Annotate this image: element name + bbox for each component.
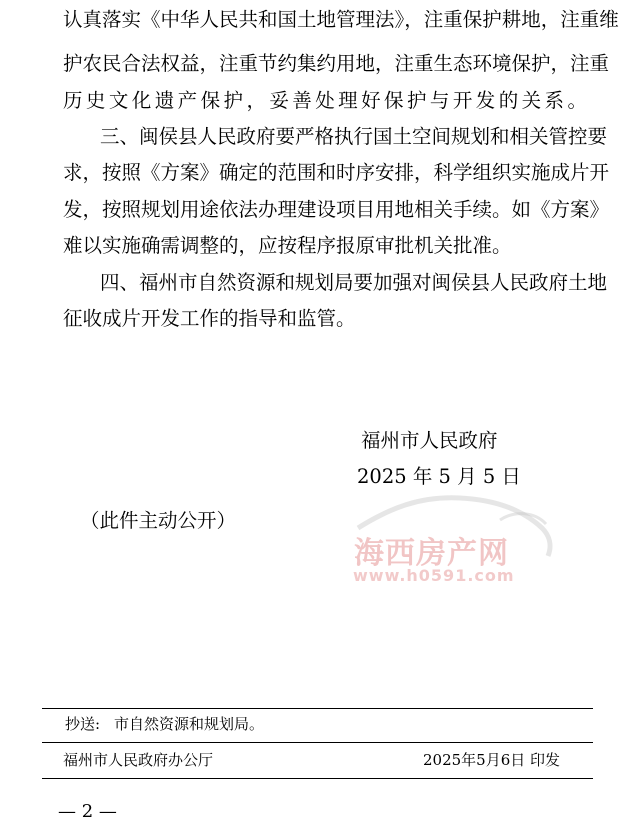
footer-divider (42, 708, 593, 709)
watermark-title: 海西房产网 (354, 536, 509, 571)
public-note: （此件主动公开） (80, 509, 237, 532)
signature-org: 福州市人民政府 (361, 429, 498, 452)
body-line: 三、闽侯县人民政府要严格执行国土空间规划和相关管控要 (100, 125, 608, 148)
body-line: 历史文化遗产保护，妥善处理好保护与开发的关系。 (63, 89, 587, 112)
body-line: 四、福州市自然资源和规划局要加强对闽侯县人民政府土地 (100, 271, 608, 294)
issuing-office: 福州市人民政府办公厅 (63, 751, 214, 769)
cc-value: 市自然资源和规划局。 (114, 715, 265, 733)
body-line: 征收成片开发工作的指导和监管。 (63, 307, 356, 330)
watermark-url: www.h0591.com (353, 566, 515, 585)
print-date: 2025年5月6日 印发 (423, 751, 561, 769)
body-line: 认真落实《中华人民共和国土地管理法》，注重保护耕地，注重维 (63, 8, 619, 31)
body-line: 发，按照规划用途依法办理建设项目用地相关手续。如《方案》 (63, 198, 610, 221)
cc-label: 抄送: (65, 715, 101, 733)
body-line: 求，按照《方案》确定的范围和时序安排，科学组织实施成片开 (63, 161, 610, 184)
body-line: 护农民合法权益，注重节约集约用地，注重生态环境保护，注重 (63, 52, 610, 75)
body-line: 难以实施确需调整的，应按程序报原审批机关批准。 (63, 234, 512, 257)
page-number: — 2 — (58, 801, 117, 822)
footer-divider (42, 778, 593, 779)
signature-date: 2025 年 5 月 5 日 (357, 465, 521, 488)
footer-divider (42, 742, 593, 743)
